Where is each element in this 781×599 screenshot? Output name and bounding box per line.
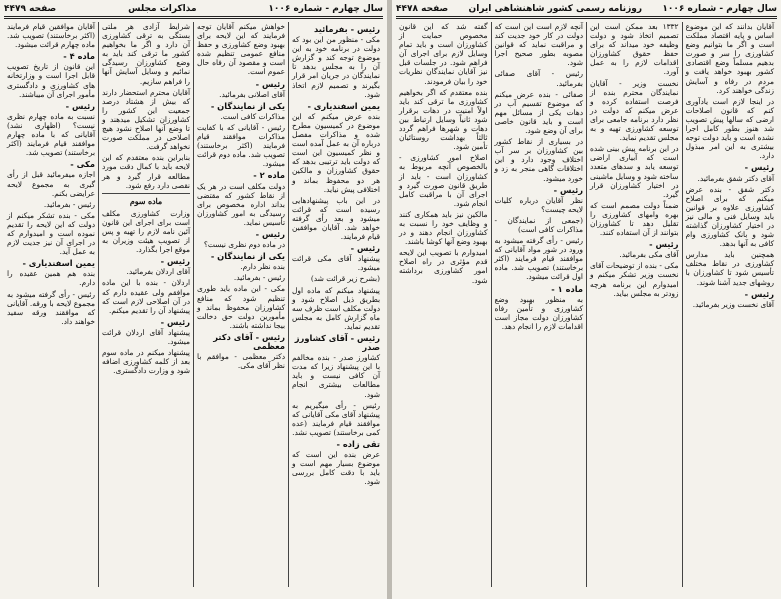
paragraph: ضمناً دولت مصمم است که بهره وامهای کشاورزی را تقلیل دهد تا کشاورزان بتوانند از آن استفاده کنند.	[590, 200, 679, 238]
paragraph: رئیس - رأی میگیریم به پیشنهاد آقای مکی آقایانی که موافقند قیام فرمایند (عده کمی برخاستند) تصویب نشد.	[292, 400, 380, 437]
speaker-heading: ماده ۲ -	[253, 170, 285, 181]
paragraph: رئیس - بفرمائید.	[43, 199, 95, 209]
left-header-right: سال چهارم - شماره ۱۰۰۶	[268, 4, 383, 14]
paragraph: آقای نخست وزیر بفرمائید.	[692, 299, 774, 309]
paragraph: پیشنهاد میکنم در ماده سوم بعد از کلمه کشاورزی اضافه شود و وزارت دادگستری.	[102, 348, 190, 376]
left-page-column-3	[99, 22, 194, 587]
paragraph: آنچه لازم است این است که دولت در کار خود جدیت کند و مراقبت نماید که قوانین مصوبه بطور صحیح اجرا شود.	[494, 22, 583, 68]
speaker-heading: رئیس -	[65, 100, 95, 111]
paragraph: دکتر شفق - بنده عرض میکنم که برای اصلاح کشاورزی علاوه بر قوانین باید وسایل فنی و مالی نیز در اختیار کشاورزان گذاشته شود و بانک کشاورزی وام کافی به آنها بدهد.	[685, 184, 774, 249]
speaker-heading: رئیس -	[255, 78, 285, 89]
paragraph: پیشنهاد میکنم که ماده اول بطریق ذیل اصلاح شود و دولت مکلف است ظرف سه ماه گزارش کامل به مجلس تقدیم نماید.	[292, 285, 380, 331]
right-header-center: روزنامه رسمی کشور شاهنشاهی ایران	[468, 4, 643, 14]
paragraph: پیشنهاد آقای مکی قرائت میشود.	[292, 254, 380, 273]
speaker-heading: ماده ۴ -	[63, 51, 95, 62]
header-rule-thin	[4, 18, 383, 19]
right-page-number: صفحه ۴۴۷۸	[396, 4, 449, 14]
right-header-left: سال چهارم - شماره ۱۰۰۶	[662, 4, 777, 14]
paragraph: امیدوارم با تصویب این لایحه قدم مؤثری در راه اصلاح امور کشاورزی برداشته شود.	[399, 248, 488, 285]
right-page	[392, 0, 781, 599]
speaker-heading: رئیس - آقای کشاورز صدر	[294, 333, 380, 353]
right-page-column-4	[396, 22, 492, 587]
paragraph: در ماده دوم نظری نیست؟	[203, 240, 285, 250]
speaker-heading: رئیس -	[160, 256, 190, 267]
paragraph: رئیس - رأی گرفته میشود به مجموع لایحه با ورقه. آقایانی که موافقند ورقه سفید خواهند داد.	[7, 289, 95, 326]
speaker-heading: یمین اسفندیاری -	[307, 100, 380, 111]
paragraph: بنده هم همین عقیده را دارم.	[7, 269, 95, 288]
paragraph: گفته شد که این قانون مخصوص حمایت از کشاورزان است و باید تمام وسایل لازم برای اجرای آن فراهم شود. در جلسات قبل نیز آقایان نمایندگان نظریات خود را بیان فرمودند.	[399, 22, 488, 86]
left-page-number: صفحه ۴۴۷۹	[4, 4, 57, 14]
paragraph: همچنین باید مدارس کشاورزی در نقاط مختلف تأسیس شود تا کشاورزان با روشهای جدید آشنا شوند.	[685, 250, 774, 287]
paragraph: وزارت کشاورزی مکلف است برای اجرای این قانون آئین نامه لازم را تهیه و پس از تصویب هیئت وزیران به موقع اجرا بگذارد.	[102, 208, 190, 255]
paragraph: دکتر معظمی - موافقم با نظر آقای مکی.	[197, 352, 285, 371]
paragraph: (جمعی از نمایندگان - مذاکرات کافی است)	[494, 215, 583, 234]
paragraph: خواهش میکنم آقایان توجه فرمایند که این لایحه برای بهبود وضع کشاورزی و حفظ منافع عمومی تنظیم شده است و مقصود آن رفاه حال عموم است.	[197, 22, 285, 77]
paragraph: در این باب پیشنهادهایی رسیده است که قرائت میشود و بعد رأی گرفته خواهد شد. آقایان موافقین قیام فرمایند.	[292, 195, 380, 242]
paragraph: به منظور بهبود وضع کشاورزی و تأمین رفاه کشاورزان دولت مجاز است اقدامات لازم را انجام دهد.	[494, 294, 583, 331]
paragraph: صفائی - بنده عرض میکنم که موضوع تقسیم آب در دهات یکی از مسائل مهم است و باید قانون خاصی برای آن وضع شود.	[494, 89, 583, 136]
paragraph: مکی - منظور من این بود که دولت در برنامه خود به این موضوع توجه کند و گزارش آن را به مجلس بدهد تا نمایندگان در جریان امر قرار بگیرند و تصمیم لازم اتخاذ شود.	[292, 35, 380, 99]
paragraph: مکی - بنده از توضیحات آقای نخست وزیر تشکر میکنم و امیدوارم این برنامه هرچه زودتر به مجلس بیاید.	[590, 261, 679, 298]
speaker-heading: رئیس -	[744, 288, 774, 299]
paragraph: آقای دکتر شفق بفرمائید.	[697, 173, 774, 183]
paragraph: در بسیاری از نقاط کشور بین کشاورزان بر سر آب اختلاف وجود دارد و این اختلافات گاهی منجر به زد و خورد میشود.	[494, 137, 583, 183]
speaker-heading: رئیس -	[350, 243, 380, 254]
right-page-column-3	[492, 22, 588, 587]
paragraph: آقایان موافقین قیام فرمایند (اکثر برخاستند) تصویب شد. ماده چهارم قرائت میشود.	[7, 22, 95, 50]
paragraph: پیشنهاد آقای اردلان قرائت میشود.	[102, 327, 190, 346]
speaker-heading: یمین اسفندیاری -	[22, 258, 95, 269]
speaker-heading: یکی از نمایندگان -	[210, 100, 285, 111]
paragraph: رئیس - آقایانی که با کفایت مذاکرات موافقند قیام فرمایند (اکثر برخاستند) تصویب شد. ماده دوم قرائت میشود.	[197, 122, 285, 169]
right-columns	[396, 22, 777, 587]
paragraph: (بشرح زیر قرائت شد)	[310, 274, 380, 284]
left-page-column-1	[289, 22, 383, 587]
left-page-column-2	[194, 22, 289, 587]
paragraph: آقایان محترم استحضار دارند که بیش از هشتاد درصد جمعیت این کشور را کشاورزان تشکیل میدهند و تا وضع آنها اصلاح نشود هیچ اصلاحی در مملکت صورت نخواهد گرفت.	[102, 87, 190, 152]
paragraph: شرایط آزادی هر ملتی بستگی به ترقی کشاورزی آن دارد و اگر ما بخواهیم کشور ما ترقی کند باید به وضع کشاورزان رسیدگی نمائیم و وسایل آسایش آنها را فراهم سازیم.	[102, 22, 190, 86]
paragraph: عرض بنده این است که موضوع بسیار مهم است و باید با دقت کامل بررسی شود.	[292, 450, 380, 487]
paragraph: در این برنامه پیش بینی شده است که آبیاری اراضی توسعه یابد و سدهای متعدد ساخته شود و وسایل ماشینی در اختیار کشاورزان قرار گیرد.	[590, 144, 679, 199]
paragraph: مکی - این ماده باید طوری تنظیم شود که منافع کشاورزان محفوظ بماند و مأمورین دولت حق دخالت بیجا نداشته باشند.	[197, 284, 285, 330]
paragraph: مذاکرات کافی است.	[220, 111, 285, 121]
paragraph: اجازه میفرمائید قبل از رأی گیری به مجموع لایحه عرایضی بکنم.	[7, 170, 95, 198]
paragraph: نخست وزیر - آقایان نمایندگان محترم بنده از فرصت استفاده کرده و عرض میکنم که دولت در نظر دارد برنامه جامعی برای توسعه کشاورزی تهیه و به مجلس تقدیم نماید.	[590, 78, 679, 143]
paragraph: بنده نظر دارم.	[240, 262, 285, 272]
speaker-heading: تقی زاده -	[336, 439, 380, 450]
paragraph: کشاورز صدر - بنده مخالفم با این پیشنهاد زیرا که مدت آن کافی نیست و باید مطالعات بیشتری انجام شود.	[292, 353, 380, 399]
paragraph: رئیس - آقای صفائی بفرمائید.	[494, 69, 583, 88]
left-running-header	[4, 2, 383, 16]
paragraph: این قانون از تاریخ تصویب قابل اجرا است و وزارتخانه های کشاورزی و دادگستری مأمور اجرای آن میباشند.	[7, 62, 95, 99]
right-page-column-1	[683, 22, 778, 587]
paragraph: نسبت به ماده چهارم نظری نیست؟ (اظهاری نشد) آقایانی که با ماده چهارم موافقند قیام فرمایند (اکثر برخاستند) تصویب شد.	[7, 111, 95, 158]
left-header-center: مذاکرات مجلس	[128, 4, 197, 14]
header-rule	[396, 16, 777, 17]
speaker-heading: رئیس -	[160, 316, 190, 327]
paragraph: دولت مکلف است در هر یک از نقاط کشور که مقتضی بداند اداره مخصوص برای رسیدگی به امور کشاورزان تأسیس نماید.	[197, 181, 285, 227]
left-columns	[4, 22, 383, 587]
paragraph: آقای اصلانی بفرمائید.	[219, 89, 285, 99]
paragraph: بنابراین بنده معتقدم که این لایحه باید با کمال دقت مورد مطالعه قرار گیرد و هر نقصی دارد رفع شود.	[102, 153, 190, 190]
right-running-header	[396, 2, 777, 16]
paragraph: آقای اردلان بفرمائید.	[126, 267, 190, 277]
paragraph: بنده عرض میکنم که این موضوع در کمیسیون مطرح شده و مذاکرات مفصل درباره آن به عمل آمده است و نظر کمیسیون این است که دولت باید ترتیبی بدهد که حقوق کشاورزان و مالکین هر دو محفوظ بماند و اختلافی پیش نیاید.	[292, 111, 380, 194]
paragraph: آقای مکی بفرمائید.	[619, 250, 679, 260]
speaker-heading: یکی از نمایندگان -	[210, 251, 285, 262]
speaker-heading: رئیس -	[255, 228, 285, 239]
header-rule	[4, 16, 383, 17]
paragraph: آقایان بدانند که این موضوع اساس و پایه اقتصاد مملکت است و اگر ما بتوانیم وضع کشاورزی را سر و صورت بدهیم مسلماً وضع اقتصادی کشور بهبود خواهد یافت و مردم در رفاه و آسایش زندگی خواهند کرد.	[685, 22, 774, 95]
paragraph: بنده معتقدم که اگر بخواهیم کشاورزی ما ترقی کند باید اولاً امنیت در دهات برقرار شود ثانیاً وسایل ارتباط بین دهات و شهرها فراهم گردد ثالثاً بهداشت روستائیان تأمین شود.	[399, 87, 488, 152]
right-page-column-2	[587, 22, 683, 587]
speaker-heading: مکی -	[70, 159, 95, 170]
paragraph: ۱۳۳۲ بعد ممکن است این تصمیم اتخاذ شود و دولت وظیفه خود میداند که برای حفظ حقوق کشاورزان اقدامات لازم را به عمل آورد.	[590, 22, 679, 77]
paragraph: در اینجا لازم است یادآوری کنم که قانون اصلاحات ارضی که سالها پیش تصویب شد هنوز بطور کامل اجرا نشده است و باید دولت توجه بیشتری به این امر مبذول دارد.	[685, 96, 774, 161]
paragraph: اردلان - بنده با این ماده موافقم ولی عقیده دارم که در آن اصلاحی لازم است که پیشنهاد آن را تقدیم میکنم.	[102, 278, 190, 315]
speaker-heading: رئیس -	[649, 239, 679, 250]
article-heading: ماده سوم	[129, 196, 163, 206]
left-page	[0, 0, 388, 599]
speaker-heading: رئیس -	[553, 184, 583, 195]
paragraph: مکی - بنده تشکر میکنم از دولت که این لایحه را تقدیم نموده است و امیدوارم که در اجرای آن نیز جدیت لازم به عمل آید.	[7, 210, 95, 257]
paragraph: نظر آقایان درباره کلیات لایحه چیست؟	[494, 195, 583, 214]
section-divider	[102, 193, 190, 194]
speaker-heading: ماده ۱ -	[551, 283, 583, 294]
speaker-heading: رئیس - بفرمائید	[313, 24, 380, 34]
paragraph: رئیس - بفرمائید.	[233, 273, 285, 283]
header-rule-thin	[396, 18, 777, 19]
speaker-heading: رئیس - آقای دکتر معظمی	[213, 331, 285, 351]
paragraph: رئیس - رأی گرفته میشود به ورود در شور مواد آقایانی که موافقند قیام فرمایند (اکثر برخاستند) تصویب شد. ماده اول قرائت میشود.	[494, 236, 583, 282]
left-page-column-4	[4, 22, 99, 587]
paragraph: مالکین نیز باید همکاری کنند و وظایف خود را نسبت به کشاورزان انجام دهند و در بهبود وضع آنها کوشا باشند.	[399, 209, 488, 247]
speaker-heading: رئیس -	[744, 162, 774, 173]
paragraph: اصلاح امور کشاورزی - بالخصوص آنچه مربوط به کشاورزان است - باید از طریق قانون صورت گیرد و اجرای آن با مراقبت کامل انجام شود.	[399, 153, 488, 208]
